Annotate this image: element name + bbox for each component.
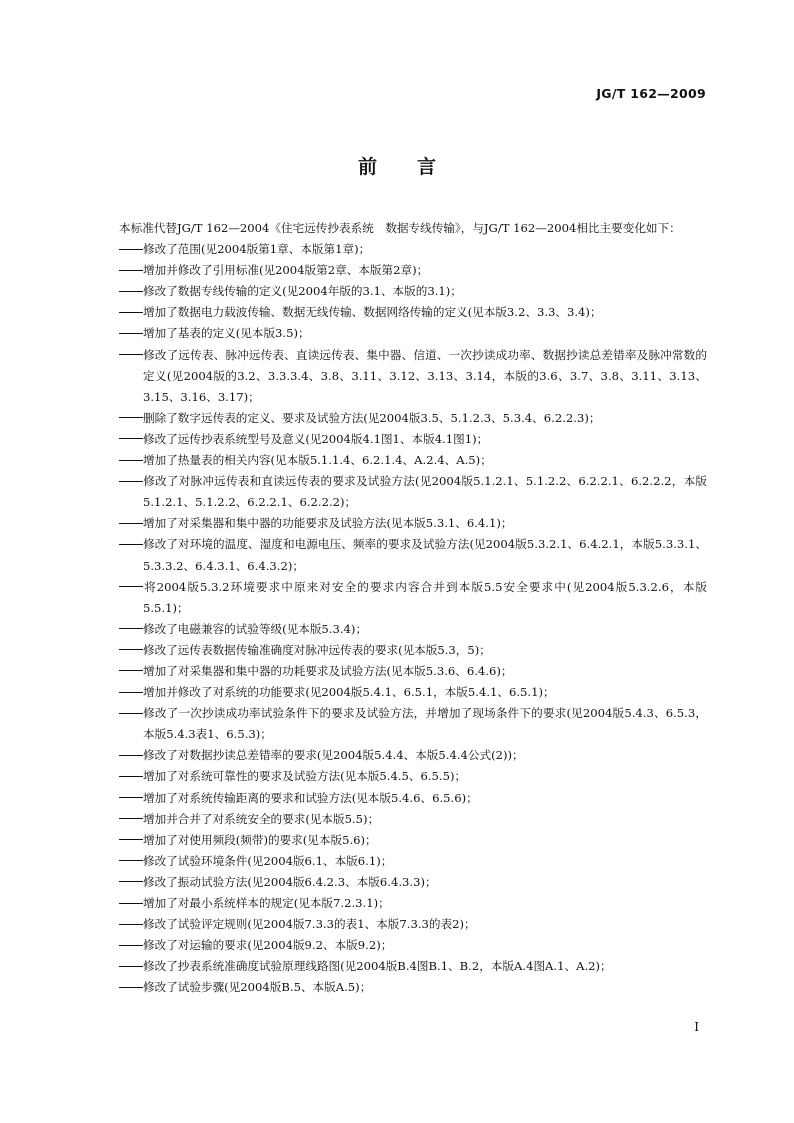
change-item-text: 增加并合并了对系统安全的要求(见本版5.5)； — [143, 811, 380, 826]
document-code: JG/T 162—2009 — [596, 86, 706, 101]
change-item — [95, 682, 707, 703]
em-dash-marker — [119, 692, 143, 693]
page-title: 前言 — [357, 156, 476, 178]
em-dash-marker — [119, 755, 143, 756]
change-item — [95, 239, 707, 260]
em-dash-marker — [119, 839, 143, 840]
change-item-text: 修改了远传抄表系统型号及意义(见2004版4.1图1、本版4.1图1)； — [143, 431, 489, 446]
change-item — [95, 830, 707, 851]
em-dash-marker — [119, 460, 143, 461]
em-dash-marker — [119, 481, 143, 482]
change-item — [95, 893, 707, 914]
change-item-text: 增加了对使用频段(频带)的要求(见本版5.6)； — [143, 832, 377, 847]
change-item-text: 增加并修改了对系统的功能要求(见2004版5.4.1、6.5.1，本版5.4.1、6.5.1)； — [143, 685, 555, 700]
em-dash-marker — [119, 713, 143, 714]
em-dash-marker — [119, 270, 143, 271]
change-item-text: 修改了振动试验方法(见2004版6.4.2.3、本版6.4.3.3)； — [143, 874, 437, 889]
change-item — [95, 471, 707, 513]
change-item — [95, 703, 707, 745]
change-item-text: 增加了对采集器和集中器的功能要求及试验方法(见本版5.3.1、6.4.1)； — [143, 516, 513, 531]
em-dash-marker — [119, 903, 143, 904]
change-item-text: 修改了抄表系统准确度试验原理线路图(见2004版B.4图B.1、B.2，本版A.4图A.1、A.2)； — [143, 959, 612, 974]
change-item — [95, 577, 707, 619]
change-item — [95, 956, 707, 977]
em-dash-marker — [119, 860, 143, 861]
change-item — [95, 323, 707, 344]
change-item-text: 增加并修改了引用标准(见2004版第2章、本版第2章)； — [143, 263, 429, 278]
change-item-text: 修改了远传表数据传输准确度对脉冲远传表的要求(见本版5.3，5)； — [143, 642, 491, 657]
change-item-text: 修改了数据专线传输的定义(见2004年版的3.1、本版的3.1)； — [143, 284, 462, 299]
change-item-text: 修改了试验环境条件(见2004版6.1、本版6.1)； — [143, 853, 393, 868]
em-dash-marker — [119, 818, 143, 819]
change-item — [95, 408, 707, 429]
change-item — [95, 745, 707, 766]
change-item-text: 增加了对采集器和集中器的功耗要求及试验方法(见本版5.3.6、6.4.6)； — [143, 663, 513, 678]
change-item-text: 修改了一次抄读成功率试验条件下的要求及试验方法，并增加了现场条件下的要求(见2004版5.4.3、6.5.3，本版5.4.3表1、6.5.3)； — [143, 706, 707, 742]
change-item — [95, 661, 707, 682]
change-item-text: 修改了试验步骤(见2004版B.5、本版A.5)； — [143, 980, 372, 995]
change-item — [95, 260, 707, 281]
change-item — [95, 640, 707, 661]
intro-paragraph: 本标准代替JG/T 162—2004《住宅远传抄表系统 数据专线传输》，与JG/T 162—2004相比主要变化如下： — [119, 221, 681, 235]
em-dash-marker — [119, 249, 143, 250]
change-item — [95, 513, 707, 534]
change-item-text: 修改了对环境的温度、湿度和电源电压、频率的要求及试验方法(见2004版5.3.2.1、6.4.2.1，本版5.3.3.1、5.3.3.2、6.4.3.1、6.4.3.2)； — [143, 537, 707, 573]
foreword-body — [95, 218, 707, 998]
change-item — [95, 450, 707, 471]
change-item — [95, 977, 707, 998]
em-dash-marker — [119, 586, 143, 587]
change-item-text: 将2004版5.3.2环境要求中原来对安全的要求内容合并到本版5.5安全要求中(见2004版5.3.2.6，本版5.5.1)； — [143, 579, 707, 615]
change-item-text: 增加了热量表的相关内容(见本版5.1.1.4、6.2.1.4、A.2.4、A.5)； — [143, 453, 492, 468]
change-item-text: 增加了基表的定义(见本版3.5)； — [143, 326, 310, 341]
change-item-text: 增加了对系统可靠性的要求及试验方法(见本版5.4.5、6.5.5)； — [143, 769, 467, 784]
em-dash-marker — [119, 523, 143, 524]
change-item-text: 删除了数字远传表的定义、要求及试验方法(见2004版3.5、5.1.2.3、5.3.4、6.2.2.3)； — [143, 410, 601, 425]
em-dash-marker — [119, 628, 143, 629]
em-dash-marker — [119, 881, 143, 882]
change-item-text: 修改了范围(见2004版第1章、本版第1章)； — [143, 242, 371, 257]
change-item — [95, 534, 707, 576]
change-item-text: 修改了试验评定规则(见2004版7.3.3的表1、本版7.3.3的表2)； — [143, 917, 476, 932]
change-item-text: 修改了对数据抄读总差错率的要求(见2004版5.4.4、本版5.4.4公式(2))； — [143, 748, 524, 763]
em-dash-marker — [119, 438, 143, 439]
change-item — [95, 345, 707, 408]
change-item-text: 修改了远传表、脉冲远传表、直读远传表、集中器、信道、一次抄读成功率、数据抄读总差错率及脉冲常数的定义(见2004版的3.2、3.3.3.4、3.8、3.11、3.12、3.13、3.14，本版的3.6、3.7、3.8、3.11、3.13、3.15、3.16、3.17)； — [143, 347, 707, 404]
change-item — [95, 788, 707, 809]
change-item-text: 修改了对运输的要求(见2004版9.2、本版9.2)； — [143, 938, 393, 953]
change-item — [95, 872, 707, 893]
em-dash-marker — [119, 776, 143, 777]
change-item — [95, 914, 707, 935]
em-dash-marker — [119, 312, 143, 313]
em-dash-marker — [119, 417, 143, 418]
em-dash-marker — [119, 354, 143, 355]
change-item — [95, 851, 707, 872]
page-number: I — [694, 1020, 699, 1034]
em-dash-marker — [119, 333, 143, 334]
change-item — [95, 302, 707, 323]
change-item — [95, 766, 707, 787]
change-item — [95, 281, 707, 302]
em-dash-marker — [119, 924, 143, 925]
change-item-text: 修改了对脉冲远传表和直读远传表的要求及试验方法(见2004版5.1.2.1、5.1.2.2、6.2.2.1、6.2.2.2，本版5.1.2.1、5.1.2.2、6.2.2.1、6.2.2.2)； — [143, 474, 707, 510]
em-dash-marker — [119, 987, 143, 988]
change-item-text: 增加了数据电力载波传输、数据无线传输、数据网络传输的定义(见本版3.2、3.3、3.4)； — [143, 305, 602, 320]
change-list — [95, 239, 707, 998]
change-item — [95, 809, 707, 830]
em-dash-marker — [119, 670, 143, 671]
change-item-text: 增加了对最小系统样本的规定(见本版7.2.3.1)； — [143, 896, 390, 910]
em-dash-marker — [119, 291, 143, 292]
em-dash-marker — [119, 544, 143, 545]
change-item-text: 增加了对系统传输距离的要求和试验方法(见本版5.4.6、6.5.6)； — [143, 790, 478, 805]
change-item — [95, 619, 707, 640]
em-dash-marker — [119, 945, 143, 946]
em-dash-marker — [119, 649, 143, 650]
change-item — [95, 429, 707, 450]
em-dash-marker — [119, 797, 143, 798]
change-item-text: 修改了电磁兼容的试验等级(见本版5.3.4)； — [143, 621, 368, 636]
change-item — [95, 935, 707, 956]
em-dash-marker — [119, 966, 143, 967]
